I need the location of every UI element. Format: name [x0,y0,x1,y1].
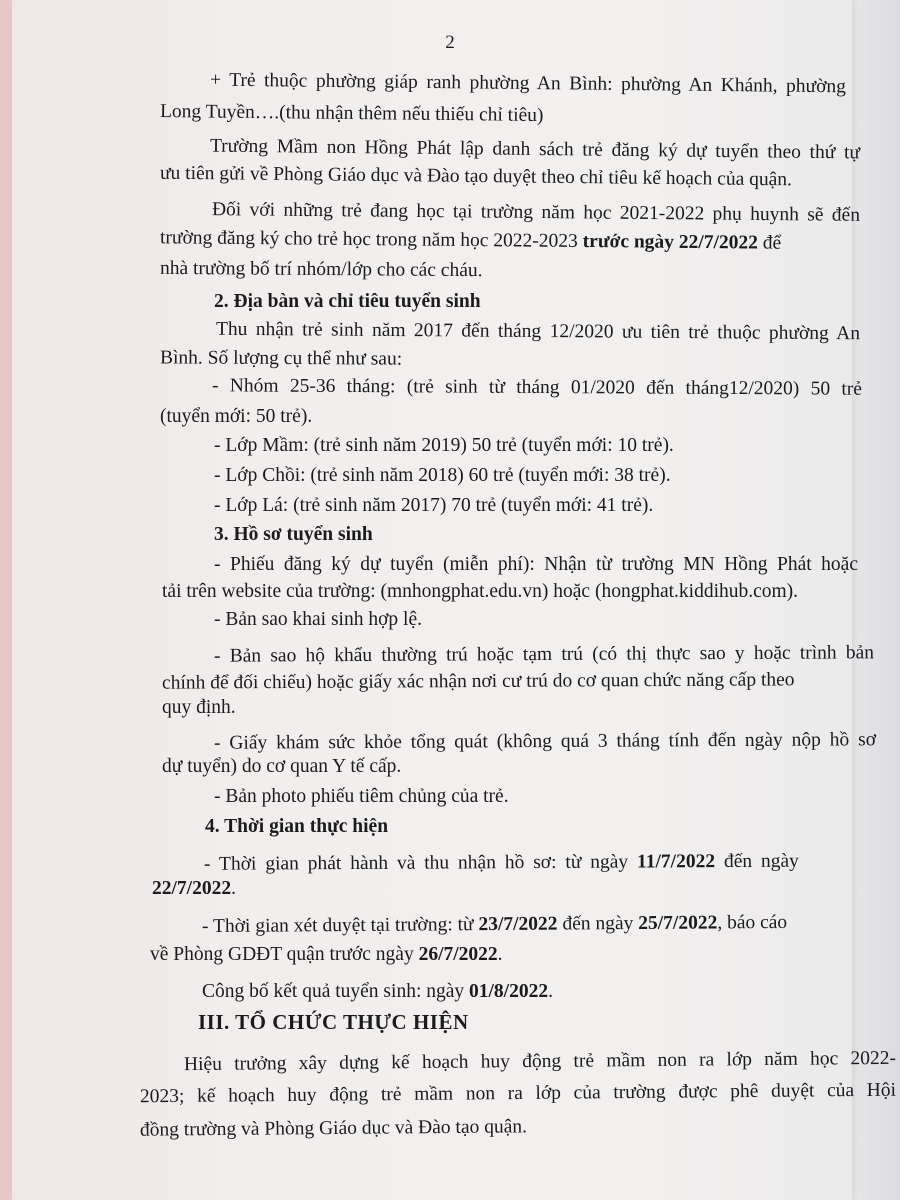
text-span: Công bố kết quả tuyển sinh: ngày [202,981,465,1002]
text-line: - Bản photo phiếu tiêm chủng của trẻ. [214,786,509,807]
text-line [160,224,781,256]
section-heading: 2. Địa bàn và chỉ tiêu tuyển sinh [214,291,481,312]
text-span: đến ngày [723,850,799,873]
text-span: - Thời gian xét duyệt tại trường: từ [201,914,474,938]
date-value: 23/7/2022 [478,913,558,936]
text-line: - Lớp Lá: (trẻ sinh năm 2017) 70 trẻ (tuyển mới: 41 trẻ). [214,495,654,516]
text-line: ưu tiên gửi về Phòng Giáo dục và Đào tạo duyệt theo chỉ tiêu kế hoạch của quận. [159,162,793,191]
text-line: - Lớp Mầm: (trẻ sinh năm 2019) 50 trẻ (tuyển mới: 10 trẻ). [214,435,674,456]
date-value: 26/7/2022 [418,944,498,965]
section-heading: III. TỔ CHỨC THỰC HIỆN [198,1010,469,1034]
text-span: đến ngày [562,913,634,935]
page-number: 2 [445,32,455,53]
text-line: Đối với những trẻ đang học tại trường năm học 2021-2022 phụ huynh sẽ đến [211,199,861,226]
text-line: dự tuyển) do cơ quan Y tế cấp. [162,756,402,777]
text-line: - Lớp Chồi: (trẻ sinh năm 2018) 60 trẻ (tuyển mới: 38 trẻ). [214,465,671,486]
text-span: . [497,944,503,965]
section-heading: 4. Thời gian thực hiện [205,816,389,837]
text-line: Long Tuyền….(thu nhận thêm nếu thiếu chỉ tiêu) [159,100,544,127]
text-line: Thu nhận trẻ sinh năm 2017 đến tháng 12/2020 ưu tiên trẻ thuộc phường An [215,318,861,345]
text-line: - Phiếu đăng ký dự tuyển (miễn phí): Nhận từ trường MN Hồng Phát hoặc [214,554,858,575]
text-line: - Bản sao hộ khẩu thường trú hoặc tạm trú (có thị thực sao y hoặc trình bản [213,642,875,667]
deadline-date: trước ngày 22/7/2022 [582,230,759,254]
text-span: để [762,232,782,254]
text-line: (tuyển mới: 50 trẻ). [160,406,313,427]
date-value: 11/7/2022 [636,851,716,873]
text-line: đồng trường và Phòng Giáo dục và Đào tạo quận. [139,1116,528,1141]
text-span: về Phòng GDĐT quận trước ngày [150,944,414,965]
text-line: - Bản sao khai sinh hợp lệ. [214,609,422,630]
text-line: nhà trường bố trí nhóm/lớp cho các cháu. [159,257,483,282]
text-line: Trường Mầm non Hồng Phát lập danh sách trẻ đăng ký dự tuyển theo thứ tự [209,135,861,164]
text-span: - Thời gian phát hành và thu nhận hồ sơ: từ ngày [203,851,629,875]
text-line [202,978,553,1005]
text-line [202,909,787,940]
text-span: trường đăng ký cho trẻ học trong năm học 2022-2023 [159,227,578,252]
text-line: 2023; kế hoạch huy động trẻ mầm non ra lớp của trường được phê duyệt của Hội [139,1079,897,1108]
text-line [204,847,884,878]
text-line: Bình. Số lượng cụ thể như sau: [159,347,403,370]
text-line: - Nhóm 25-36 tháng: (trẻ sinh từ tháng 01/2020 đến tháng12/2020) 50 trẻ [211,375,863,400]
text-span: . [231,878,236,899]
date-value: 25/7/2022 [638,912,718,934]
text-line: chính để đối chiếu) hoặc giấy xác nhận nơi cư trú do cơ quan chức năng cấp theo [161,669,795,694]
text-line [152,875,236,902]
text-line: + Trẻ thuộc phường giáp ranh phường An Bình: phường An Khánh, phường [209,69,847,98]
text-line: - Giấy khám sức khỏe tổng quát (không quá 3 tháng tính đến ngày nộp hồ sơ [213,729,877,754]
text-line [150,941,503,968]
date-value: 22/7/2022 [152,878,232,899]
text-line: tải trên website của trường: (mnhongphat.edu.vn) hoặc (hongphat.kiddihub.com). [162,581,799,602]
date-value: 01/8/2022 [469,981,549,1002]
text-span: , báo cáo [717,911,788,934]
section-heading: 3. Hồ sơ tuyển sinh [214,524,373,545]
text-line: quy định. [162,697,236,718]
text-span: . [548,981,553,1002]
text-line: Hiệu trưởng xây dựng kế hoạch huy động trẻ mầm non ra lớp năm học 2022- [183,1047,897,1076]
